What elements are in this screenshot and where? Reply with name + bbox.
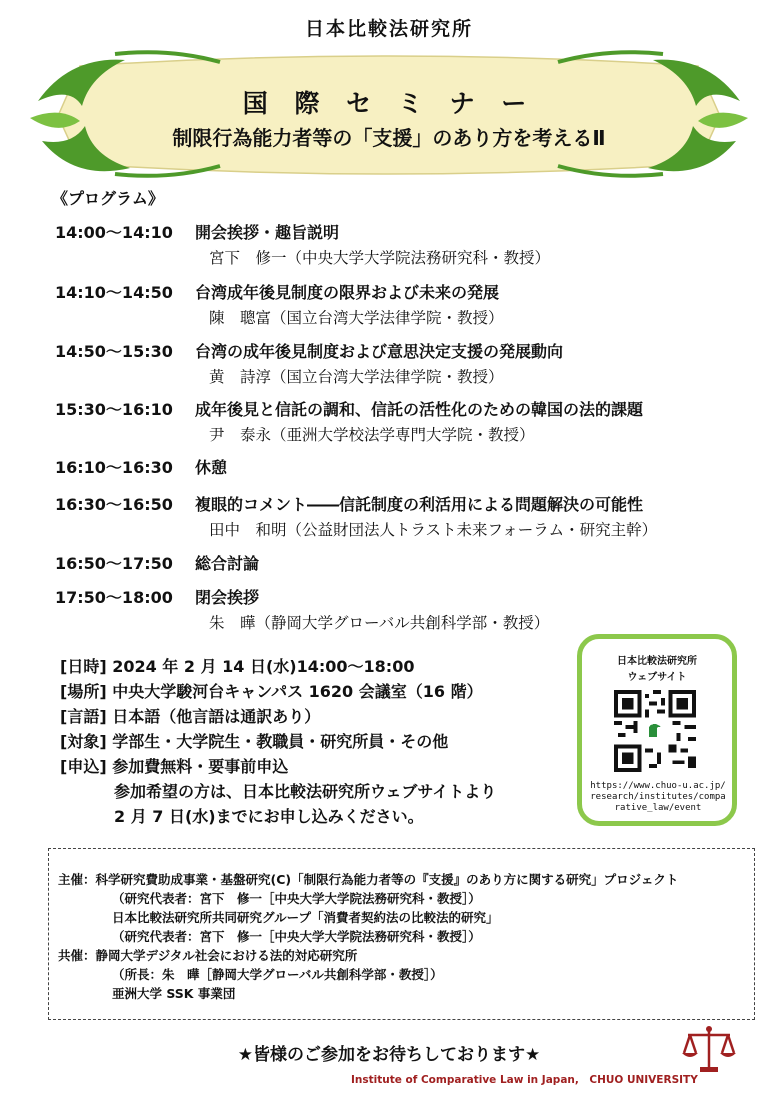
program-speaker: 陳 聰富（国立台湾大学法律学院・教授） xyxy=(209,309,504,327)
program-item xyxy=(55,492,657,540)
program-time: 14:10～14:50 xyxy=(55,283,173,302)
sponsor-representative: （研究代表者：宮下 修一［中央大学大学院法務研究科・教授］） xyxy=(112,929,481,944)
info-datetime: [日時] 2024 年 2 月 14 日(水)14:00～18:00 xyxy=(60,657,415,676)
program-title: 閉会挨拶 xyxy=(195,588,260,607)
program-time: 15:30～16:10 xyxy=(55,400,173,419)
qr-code-icon[interactable] xyxy=(614,690,696,772)
program-speaker: 朱 曄（静岡大学グローバル共創科学部・教授） xyxy=(209,614,550,632)
program-speaker: 黄 詩淳（国立台湾大学法律学院・教授） xyxy=(209,368,504,386)
closing-message: ★皆様のご参加をお待ちしております★ xyxy=(237,1045,541,1065)
program-time: 16:30～16:50 xyxy=(55,495,173,514)
program-item xyxy=(55,585,549,633)
program-time: 16:10～16:30 xyxy=(55,458,173,477)
sponsor-ssk: 亜洲大学 SSK 事業団 xyxy=(112,986,236,1001)
organization-header: 日本比較法研究所 xyxy=(304,18,473,40)
program-title: 複眼的コメント――信託制度の利活用による問題解決の可能性 xyxy=(195,495,644,514)
sponsor-cohost: 共催：静岡大学デジタル社会における法的対応研究所 xyxy=(58,948,358,963)
program-time: 17:50～18:00 xyxy=(55,588,173,607)
program-title: 台湾成年後見制度の限界および未来の発展 xyxy=(195,283,500,302)
program-time: 14:50～15:30 xyxy=(55,342,173,361)
program-heading: 《プログラム》 xyxy=(52,189,164,208)
seminar-subtitle: 制限行為能力者等の「支援」のあり方を考えるⅡ xyxy=(172,126,606,150)
program-speaker: 田中 和明（公益財団法人トラスト未来フォーラム・研究主幹） xyxy=(209,521,658,539)
qr-label-org: 日本比較法研究所 xyxy=(617,656,697,667)
scales-of-justice-icon xyxy=(680,1025,738,1075)
qr-url[interactable]: https://www.chuo-u.ac.jp/research/institutes/comparative_law/event xyxy=(590,781,726,813)
info-apply-deadline: 2 月 7 日(水)までにお申し込みください。 xyxy=(114,807,424,826)
program-item xyxy=(55,220,550,268)
program-item xyxy=(55,280,504,328)
program-time: 14:00～14:10 xyxy=(55,223,173,242)
program-speaker: 宮下 修一（中央大学大学院法務研究科・教授） xyxy=(209,249,551,267)
sponsor-organizer: 主催：科学研究費助成事業・基盤研究(C)「制限行為能力者等の『支援』のあり方に関する研究」プロジェクト xyxy=(58,872,679,887)
program-item xyxy=(55,397,643,445)
sponsor-list xyxy=(58,870,678,1003)
sponsor-director: （所長：朱 曄［静岡大学グローバル共創科学部・教授］） xyxy=(112,967,443,982)
program-title: 成年後見と信託の調和、信託の活性化のための韓国の法的課題 xyxy=(195,400,644,419)
sponsor-research-group: 日本比較法研究所共同研究グループ「消費者契約法の比較法的研究」 xyxy=(112,910,499,925)
program-item xyxy=(55,339,563,387)
event-info xyxy=(60,654,496,829)
info-language: [言語] 日本語（他言語は通訳あり） xyxy=(60,707,321,726)
info-place: [場所] 中央大学駿河台キャンパス 1620 会議室（16 階） xyxy=(60,682,483,701)
sponsor-representative: （研究代表者：宮下 修一［中央大学大学院法務研究科・教授］） xyxy=(112,891,481,906)
program-title: 総合討論 xyxy=(195,554,260,573)
qr-label-website: ウェブサイト xyxy=(627,672,687,683)
program-title: 休憩 xyxy=(195,458,228,477)
info-apply: [申込] 参加費無料・要事前申込 xyxy=(60,757,289,776)
info-audience: [対象] 学部生・大学院生・教職員・研究所員・その他 xyxy=(60,732,449,751)
program-time: 16:50～17:50 xyxy=(55,554,173,573)
footer-institution: Institute of Comparative Law in Japan, CHUO UNIVERSITY xyxy=(351,1074,698,1086)
info-apply-note: 参加希望の方は、日本比較法研究所ウェブサイトより xyxy=(114,782,497,801)
program-speaker: 尹 泰永（亜洲大学校法学専門大学院・教授） xyxy=(209,426,535,444)
program-title: 台湾の成年後見制度および意思決定支援の発展動向 xyxy=(195,342,564,361)
program-title: 開会挨拶・趣旨説明 xyxy=(195,223,340,242)
seminar-title: 国 際 セ ミ ナ ー xyxy=(242,89,536,118)
program-item xyxy=(55,551,259,574)
program-item xyxy=(55,455,227,478)
